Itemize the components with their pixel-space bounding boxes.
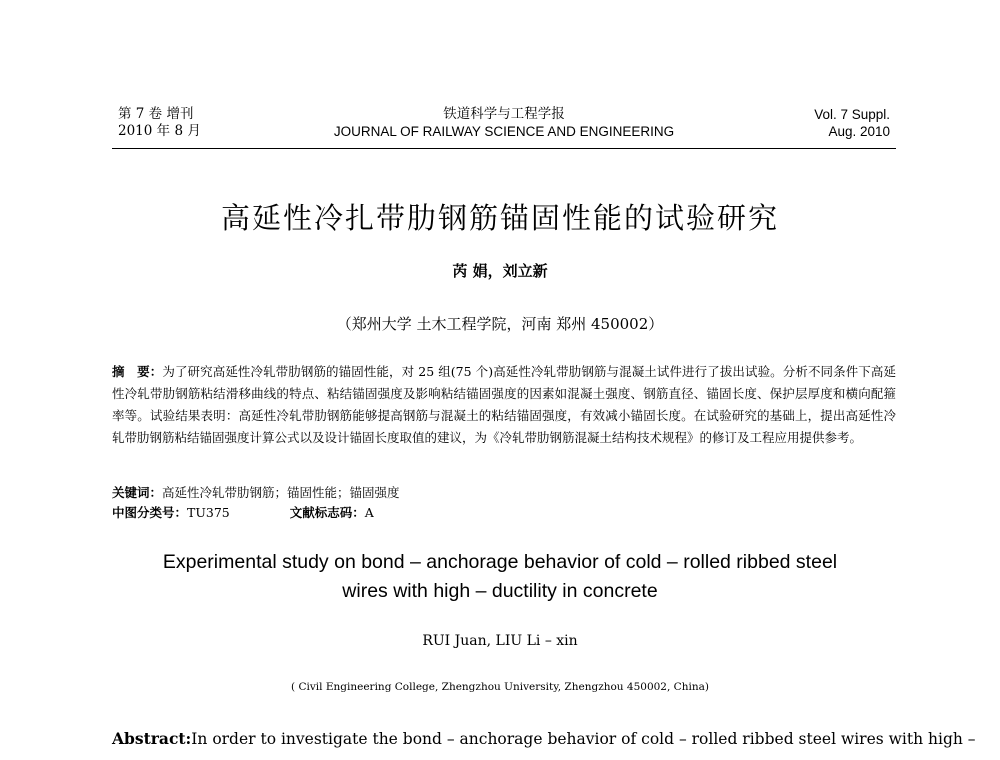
abstract-cn bbox=[112, 361, 896, 449]
running-header bbox=[112, 106, 896, 149]
abstract-cn-label: 摘 要： bbox=[112, 364, 163, 379]
doc-code-label: 文献标志码： bbox=[289, 505, 365, 520]
clc-label: 中图分类号： bbox=[112, 505, 188, 520]
abstract-en-label: Abstract: bbox=[112, 729, 192, 748]
header-date-en: Aug. 2010 bbox=[828, 124, 890, 139]
doc-code-value: A bbox=[364, 505, 374, 520]
header-volume-en: Vol. 7 Suppl. bbox=[814, 107, 890, 122]
title-en-line2: wires with high – ductility in concrete bbox=[342, 580, 658, 602]
abstract-cn-text: 为了研究高延性冷轧带肋钢筋的锚固性能，对 25 组(75 个)高延性冷轧带肋钢筋与混凝土试件进行了拔出试验。分析不同条件下高延性冷轧带肋钢筋粘结滑移曲线的特点、粘结锚固强度及影响粘结锚固强度的因素如混凝土强度、钢筋直径、锚固长度、保护层厚度和横向配箍率等。试验结果表明：高延性冷轧带肋钢筋能够提高钢筋与混凝土的粘结锚固强度，有效减小锚固长度。在试验研究的基础上，提出高延性冷轧带肋钢筋粘结锚固强度计算公式以及设计锚固长度取值的建议，为《冷轧带肋钢筋混凝土结构技术规程》的修订及工程应用提供参考。 bbox=[112, 364, 896, 445]
header-date-cn: 2010 年 8 月 bbox=[118, 123, 201, 139]
header-issue-block bbox=[814, 106, 890, 140]
abstract-en-text: In order to investigate the bond – anchorage behavior of cold – rolled ribbed steel wires with high – bbox=[191, 730, 976, 748]
paper-title-en bbox=[0, 548, 1000, 606]
paper-title-cn: 高延性冷扎带肋钢筋锚固性能的试验研究 bbox=[220, 201, 779, 235]
title-en-line1: Experimental study on bond – anchorage behavior of cold – rolled ribbed steel bbox=[162, 551, 838, 573]
keywords-cn-text: 高延性冷轧带肋钢筋；锚固性能；锚固强度 bbox=[162, 485, 400, 500]
header-journal-block bbox=[112, 106, 896, 140]
abstract-en bbox=[112, 728, 976, 750]
clc-value: TU375 bbox=[187, 505, 230, 520]
affiliation-cn: （郑州大学 土木工程学院，河南 郑州 450002） bbox=[336, 315, 664, 333]
header-journal-cn: 铁道科学与工程学报 bbox=[443, 106, 565, 122]
keywords-cn bbox=[112, 483, 400, 503]
authors-cn: 芮 娟，刘立新 bbox=[452, 262, 548, 280]
classification-line bbox=[112, 503, 374, 523]
authors-en: RUI Juan, LIU Li – xin bbox=[422, 633, 578, 649]
header-volume-cn: 第 7 卷 增刊 bbox=[118, 106, 194, 122]
header-journal-en: JOURNAL OF RAILWAY SCIENCE AND ENGINEERING bbox=[333, 124, 675, 139]
keywords-cn-label: 关键词： bbox=[112, 485, 163, 500]
affiliation-en: ( Civil Engineering College, Zhengzhou University, Zhengzhou 450002, China) bbox=[291, 681, 709, 693]
